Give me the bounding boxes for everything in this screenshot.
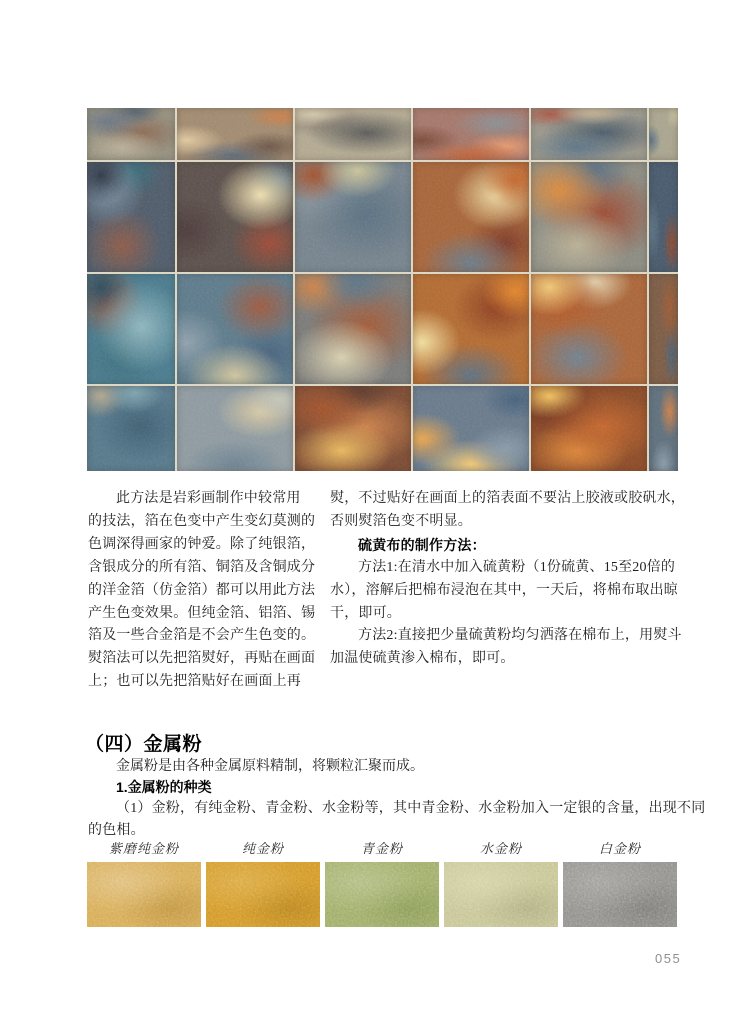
- text-line: （1）金粉，有纯金粉、青金粉、水金粉等，其中青金粉、水金粉加入一定银的含量，出现不同: [116, 801, 706, 816]
- foil-tile: [177, 162, 293, 272]
- grain-texture: [413, 274, 529, 384]
- grain-texture: [531, 108, 647, 160]
- foil-tile: [177, 108, 293, 160]
- paragraph: [88, 798, 705, 843]
- grain-texture: [531, 274, 647, 384]
- subsection-heading: 1.金属粉的种类: [116, 779, 212, 795]
- foil-tile: [413, 162, 529, 272]
- grain-texture: [87, 162, 175, 272]
- grain-texture: [295, 108, 411, 160]
- text-column-right: [330, 488, 685, 671]
- section-intro: 金属粉是由各种金属原料精制，将颗粒汇聚而成。: [116, 759, 424, 774]
- text-line: 方法2:直接把少量硫黄粉均匀洒落在棉布上，用熨斗: [358, 628, 682, 644]
- text-line: 此方法是岩彩画制作中较常用: [116, 491, 301, 506]
- foil-tile: [413, 274, 529, 384]
- text-line: 的洋金箔（仿金箔）都可以用此方法: [88, 582, 316, 598]
- text-line: 箔及一些合金箔是不会产生色变的。: [88, 628, 316, 644]
- metal-powder-swatch: [563, 841, 677, 927]
- foil-tile: [87, 162, 175, 272]
- text-line: 加温使硫黄渗入棉布，即可。: [330, 651, 515, 667]
- grain-texture: [87, 386, 175, 471]
- grain-texture: [649, 162, 678, 272]
- foil-tile: [295, 274, 411, 384]
- foil-tile: [295, 386, 411, 471]
- page-number: 055: [655, 951, 682, 966]
- grain-texture: [649, 108, 678, 160]
- text-column-left: [88, 488, 315, 694]
- text-line: 熨，不过贴好在画面上的箔表面不要沾上胶液或胶矾水，: [330, 491, 685, 506]
- foil-tile: [649, 274, 678, 384]
- foil-color-change-photo: [87, 108, 678, 471]
- text-line: 水），溶解后把棉布浸泡在其中，一天后，将棉布取出晾: [330, 582, 678, 598]
- foil-tile: [649, 108, 678, 160]
- foil-tile: [413, 108, 529, 160]
- metal-powder-swatches: [87, 841, 677, 927]
- foil-tile: [87, 386, 175, 471]
- swatch-label: 紫磨纯金粉: [108, 841, 179, 856]
- text-line: 硫黄布的制作方法：: [358, 536, 486, 553]
- section-heading: （四）金属粉: [85, 734, 203, 755]
- swatch-color: [563, 862, 677, 927]
- grain-texture: [177, 162, 293, 272]
- foil-tile: [531, 386, 647, 471]
- swatch-color: [206, 862, 320, 927]
- foil-tile: [649, 162, 678, 272]
- swatch-label: 青金粉: [360, 841, 403, 856]
- grain-texture: [295, 274, 411, 384]
- text-line: 熨箔法可以先把箔熨好，再贴在画面: [88, 651, 316, 667]
- grain-texture: [444, 862, 558, 927]
- grain-texture: [177, 386, 293, 471]
- grain-texture: [563, 862, 677, 927]
- grain-texture: [295, 386, 411, 471]
- grain-texture: [531, 386, 647, 471]
- foil-tile: [295, 162, 411, 272]
- grain-texture: [206, 862, 320, 927]
- metal-powder-swatch: [325, 841, 439, 927]
- foil-tile: [649, 386, 678, 471]
- grain-texture: [87, 274, 175, 384]
- text-line: 色调深得画家的钟爱。除了纯银箔，: [88, 536, 316, 552]
- foil-tile: [87, 108, 175, 160]
- foil-tile: [531, 108, 647, 160]
- grain-texture: [649, 386, 678, 471]
- metal-powder-swatch: [87, 841, 201, 927]
- swatch-color: [325, 862, 439, 927]
- text-line: 干，即可。: [330, 605, 401, 621]
- swatch-color: [87, 862, 201, 927]
- metal-powder-swatch: [444, 841, 558, 927]
- grain-texture: [295, 162, 411, 272]
- grain-texture: [177, 108, 293, 160]
- foil-tile: [531, 162, 647, 272]
- text-line: 上；也可以先把箔贴好在画面上再: [88, 674, 301, 690]
- grain-texture: [177, 274, 293, 384]
- foil-tile: [413, 386, 529, 471]
- grain-texture: [87, 108, 175, 160]
- foil-tile: [177, 274, 293, 384]
- foil-tile: [87, 274, 175, 384]
- text-line: 否则熨箔色变不明显。: [330, 513, 472, 529]
- foil-tile: [177, 386, 293, 471]
- grain-texture: [325, 862, 439, 927]
- swatch-label: 水金粉: [479, 841, 522, 856]
- foil-tile: [295, 108, 411, 160]
- metal-powder-swatch: [206, 841, 320, 927]
- grain-texture: [87, 862, 201, 927]
- foil-tile: [531, 274, 647, 384]
- grain-texture: [413, 108, 529, 160]
- swatch-label: 纯金粉: [241, 841, 284, 856]
- text-line: 的技法，箔在色变中产生变幻莫测的: [88, 513, 316, 529]
- text-line: 的色相。: [88, 823, 145, 839]
- text-line: 含银成分的所有箔、铜箔及含铜成分: [88, 559, 316, 575]
- text-line: 产生色变效果。但纯金箔、铝箔、锡: [88, 605, 316, 621]
- grain-texture: [649, 274, 678, 384]
- grain-texture: [531, 162, 647, 272]
- grain-texture: [413, 162, 529, 272]
- grain-texture: [413, 386, 529, 471]
- swatch-color: [444, 862, 558, 927]
- text-line: 方法1:在清水中加入硫黄粉（1份硫黄、15至20倍的: [358, 559, 676, 575]
- swatch-label: 白金粉: [598, 841, 641, 856]
